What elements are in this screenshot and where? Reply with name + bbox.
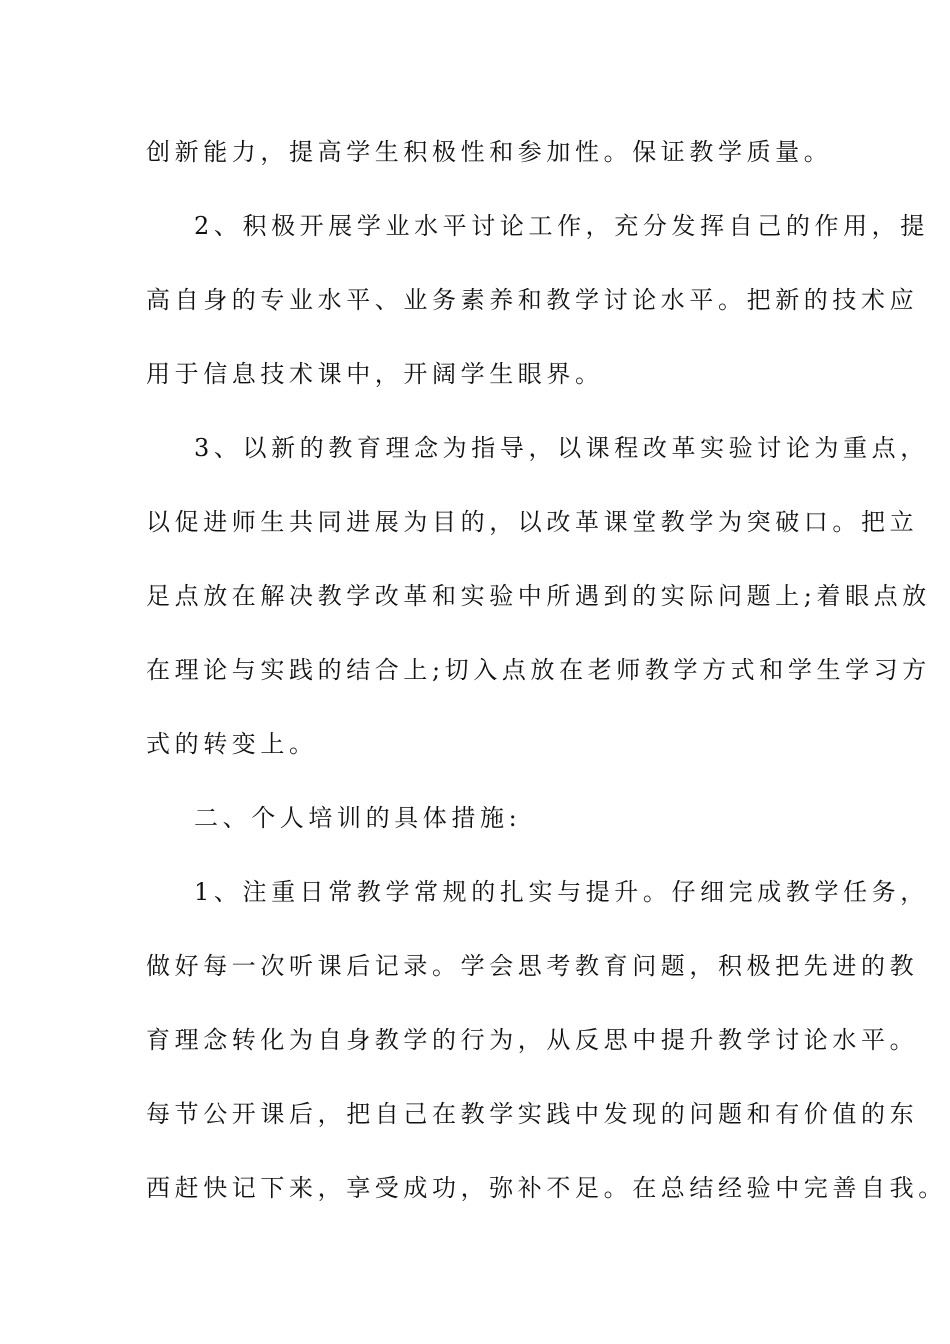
text-line: 做好每一次听课后记录。学会思考教育问题，积极把先进的教	[146, 952, 919, 980]
text-line: 在理论与实践的结合上;切入点放在老师教学方式和学生学习方	[146, 656, 931, 684]
text-line: 足点放在解决教学改革和实验中所遇到的实际问题上;着眼点放	[146, 582, 931, 610]
text-line: 每节公开课后，把自己在教学实践中发现的问题和有价值的东	[146, 1100, 919, 1128]
section-heading: 二、个人培训的具体措施:	[194, 804, 522, 832]
text-line: 创新能力，提高学生积极性和参加性。保证教学质量。	[146, 138, 833, 166]
text-line: 西赶快记下来，享受成功，弥补不足。在总结经验中完善自我。	[146, 1174, 947, 1202]
text-line: 育理念转化为自身教学的行为，从反思中提升教学讨论水平。	[146, 1026, 919, 1054]
text-line: 用于信息技术课中，开阔学生眼界。	[146, 360, 604, 388]
text-line: 2、积极开展学业水平讨论工作，充分发挥自己的作用，提	[194, 212, 929, 240]
text-line: 式的转变上。	[146, 730, 318, 758]
text-line: 1、注重日常教学常规的扎实与提升。仔细完成教学任务，	[194, 878, 929, 906]
text-line: 3、以新的教育理念为指导，以课程改革实验讨论为重点，	[194, 434, 929, 462]
text-line: 以促进师生共同进展为目的，以改革课堂教学为突破口。把立	[146, 508, 919, 536]
text-line: 高自身的专业水平、业务素养和教学讨论水平。把新的技术应	[146, 286, 919, 314]
